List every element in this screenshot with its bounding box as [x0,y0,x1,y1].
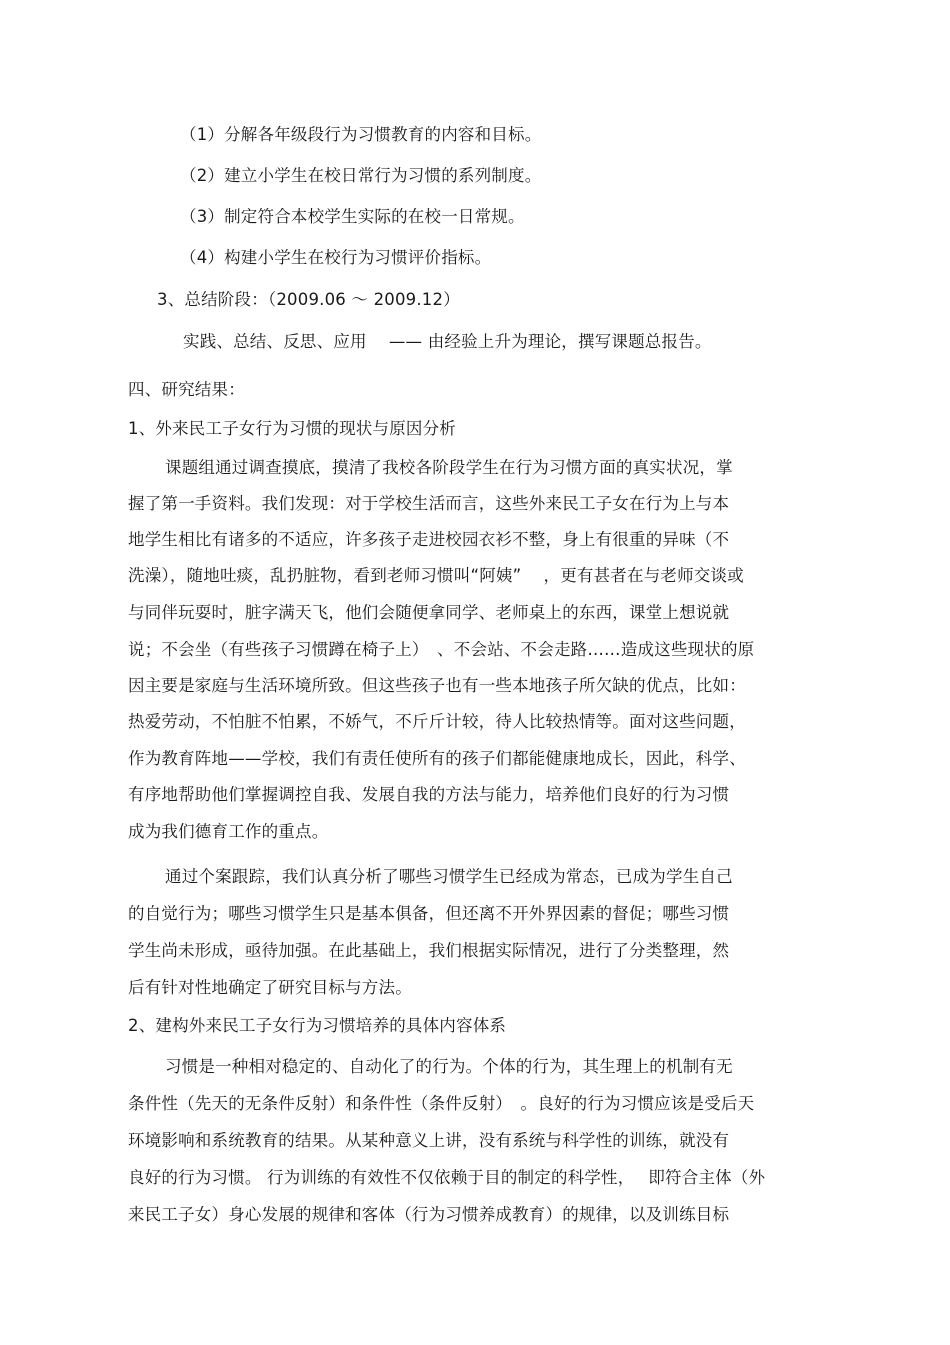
para1-line: 成为我们德育工作的重点。 [128,822,329,841]
stage3-text: 实践、总结、反思、应用 —— 由经验上升为理论，撰写课题总报告。 [183,332,712,351]
sub2-heading: 2、建构外来民工子女行为习惯培养的具体内容体系 [128,1016,507,1035]
para1-line: 与同伴玩耍时，脏字满天飞，他们会随便拿同学、老师桌上的东西，课堂上想说就 [128,603,730,622]
para1-line: 握了第一手资料。我们发现：对于学校生活而言，这些外来民工子女在行为上与本 [128,494,730,513]
para2-line: 后有针对性地确定了研究目标与方法。 [128,978,412,997]
list-item: （1）分解各年级段行为习惯教育的内容和目标。 [180,125,542,144]
para2-line: 学生尚未形成，亟待加强。在此基础上，我们根据实际情况，进行了分类整理，然 [128,941,730,960]
para2-line: 通过个案跟踪，我们认真分析了哪些习惯学生已经成为常态，已成为学生自己 [165,867,733,886]
para3-line: 环境影响和系统教育的结果。从某种意义上讲，没有系统与科学性的训练，就没有 [128,1131,730,1150]
para1-line: 课题组通过调查摸底，摸清了我校各阶段学生在行为习惯方面的真实状况，掌 [165,458,733,477]
para3-line: 习惯是一种相对稳定的、自动化了的行为。个体的行为，其生理上的机制有无 [165,1057,733,1076]
para3-line: 条件性（先天的无条件反射）和条件性（条件反射） 。良好的行为习惯应该是受后天 [128,1094,755,1113]
para3-line: 良好的行为习惯。 行为训练的有效性不仅依赖于目的制定的科学性， 即符合主体（外 [128,1168,766,1187]
para1-line: 地学生相比有诸多的不适应，许多孩子走进校园衣衫不整，身上有很重的异味（不 [128,530,730,549]
para1-line: 热爱劳动，不怕脏不怕累，不娇气，不斤斤计较，待人比较热情等。面对这些问题， [128,712,746,731]
list-item: （4）构建小学生在校行为习惯评价指标。 [180,248,492,267]
stage3-heading: 3、总结阶段：（2009.06 ～ 2009.12） [157,290,460,309]
para1-line: 因主要是家庭与生活环境所致。但这些孩子也有一些本地孩子所欠缺的优点，比如： [128,676,746,695]
para1-line: 有序地帮助他们掌握调控自我、发展自我的方法与能力，培养他们良好的行为习惯 [128,785,730,804]
section4-heading: 四、研究结果： [128,380,245,399]
para2-line: 的自觉行为；哪些习惯学生只是基本俱备，但还离不开外界因素的督促；哪些习惯 [128,904,730,923]
sub1-heading: 1、外来民工子女行为习惯的现状与原因分析 [128,419,456,438]
list-item: （3）制定符合本校学生实际的在校一日常规。 [180,207,525,226]
para1-line: 作为教育阵地——学校，我们有责任使所有的孩子们都能健康地成长，因此，科学、 [128,749,746,768]
list-item: （2）建立小学生在校日常行为习惯的系列制度。 [180,166,542,185]
para1-line: 说；不会坐（有些孩子习惯蹲在椅子上） 、不会站、不会走路……造成这些现状的原 [128,640,755,659]
para1-line: 洗澡），随地吐痰，乱扔脏物，看到老师习惯叫“阿姨” ，更有甚者在与老师交谈或 [128,566,744,585]
para3-line: 来民工子女）身心发展的规律和客体（行为习惯养成教育）的规律，以及训练目标 [128,1205,730,1224]
